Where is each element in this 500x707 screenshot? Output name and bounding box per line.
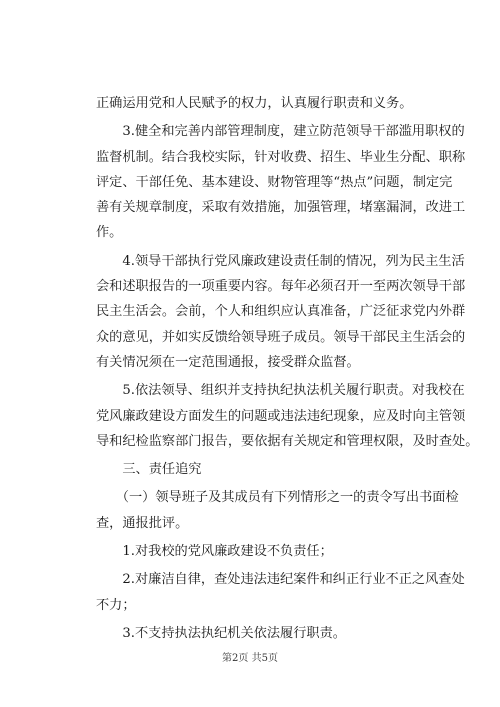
text-line: 会和述职报告的一项重要内容。每年必须召开一至两次领导干部 [96,279,466,295]
text-line: 党风廉政建设方面发生的问题或违法违纪现象，应及时向主管领 [96,408,466,424]
section-heading-accountability [96,457,416,482]
text-line: 1.对我校的党风廉政建设不负责任； [96,544,333,560]
text-line: 4.领导干部执行党风廉政建设责任制的情况，列为民主生活 [96,253,465,269]
text-line: 民主生活会。会前，个人和组织应认真准备，广泛征求党内外群 [96,304,466,320]
text-line: 众的意见，并如实反馈给领导班子成员。领导干部民主生活会的 [96,329,466,345]
paragraph-item-5 [96,378,479,454]
list-item-2 [96,567,465,618]
text-line: 不力； [96,597,136,613]
section-heading: 三、责任追究 [96,462,202,478]
paragraph-continuation [96,91,416,116]
paragraph-item-3 [96,119,466,245]
text-line: 监督机制。结合我校实际，针对收费、招生、毕业生分配、职称 [96,149,466,165]
list-item-3 [96,621,416,646]
text-line: 正确运用党和人民赋予的权力，认真履行职责和义务。 [96,96,413,111]
text-line: 3.不支持执法执纪机关依法履行职责。 [96,625,346,641]
text-line: 有关情况须在一定范围通报，接受群众监督。 [96,354,360,370]
text-line: 5.依法领导、组织并支持执纪执法机关履行职责。对我校在 [96,383,465,399]
text-line: 3.健全和完善内部管理制度，建立防范领导干部滥用职权的 [96,124,465,140]
text-line: 2.对廉洁自律，查处违法违纪案件和纠正行业不正之风查处 [96,572,465,588]
text-line: （一）领导班子及其成员有下列情形之一的责令写出书面检 [96,490,459,506]
document-body [96,91,479,646]
list-item-1 [96,539,416,564]
text-line: 查，通报批评。 [96,515,189,531]
page-number-footer: 第2页 共5页 [222,653,278,664]
text-line: 作。 [96,225,123,241]
text-line: 评定、干部任免、基本建设、财物管理等“热点”问题，制定完 [96,174,453,190]
paragraph-subsection-1 [96,485,459,536]
text-line: 导和纪检监察部门报告，要依据有关规定和管理权限，及时查处。 [96,433,479,449]
text-line: 善有关规章制度，采取有效措施，加强管理，堵塞漏洞，改进工 [96,200,466,216]
paragraph-item-4 [96,249,466,375]
